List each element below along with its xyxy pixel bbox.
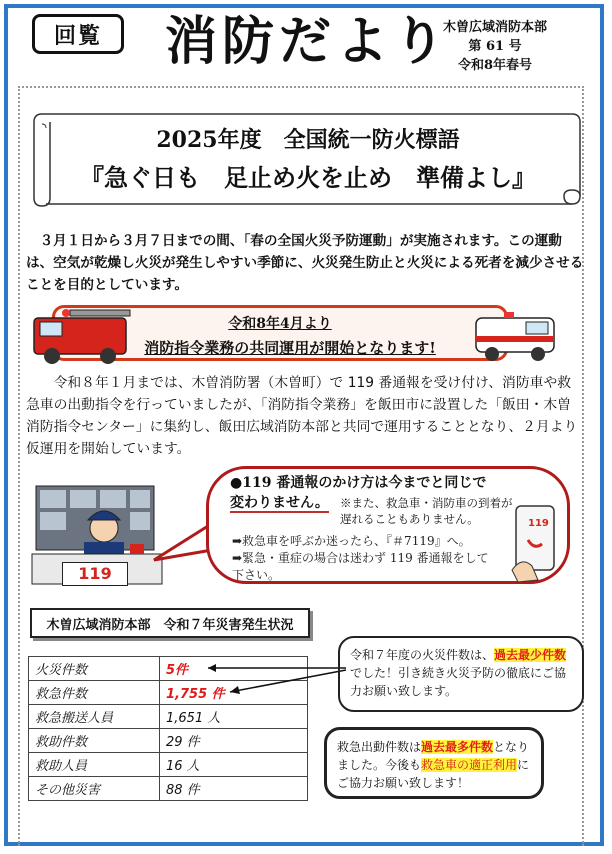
- slogan-text: 『急ぐ日も 足止め火を止め 準備よし』: [80, 163, 536, 192]
- stats-label: 火災件数: [29, 657, 160, 681]
- table-row: [29, 729, 308, 753]
- issue-number: 第 61 号: [468, 39, 522, 54]
- table-row: [29, 705, 308, 729]
- stats-value: 5件: [160, 657, 308, 681]
- note1-text-end: でした！引き続き火災予防の徹底にご協力お願い致します。: [350, 666, 567, 698]
- note2-highlight-usage: 救急車の適正利用: [421, 758, 518, 772]
- newsletter-title: 消防だより: [165, 12, 451, 72]
- fire-count-note: [338, 636, 584, 712]
- bubble-arrows: [232, 533, 500, 584]
- kairan-badge: 回覧: [32, 14, 124, 54]
- stats-label: 救助件数: [29, 729, 160, 753]
- phone-119-label: 119: [528, 518, 549, 529]
- sign-119: 119: [62, 562, 128, 586]
- note1-text: 令和７年度の火災件数は、: [350, 648, 495, 662]
- note2-text: 救急出動件数は: [337, 740, 422, 754]
- stats-value: 1,755 件: [160, 681, 308, 705]
- note2-highlight: 過去最多件数: [421, 740, 494, 754]
- issue-season: 令和8年春号: [457, 58, 533, 73]
- dispatch-paragraph: 令和８年１月までは、木曽消防署（木曽町）で 119 番通報を受け付け、消防車や救急車の出動指令を行っていましたが、「消防指令業務」を飯田市に設置した「飯田・木曽消防指令センター」に集約し、飯田広域消防本部と共同で運用することとなり、２月より仮運用を開始しています。: [26, 375, 578, 457]
- ambulance-count-note: [324, 727, 544, 799]
- note2-text-end: にご協力お願い致します！: [337, 758, 530, 790]
- divider-top: [18, 86, 584, 88]
- bubble-point-a: ●119 番通報のかけ方は今までと同じで: [230, 475, 487, 491]
- stats-label: 救助人員: [29, 753, 160, 777]
- ambulance-icon: [474, 306, 558, 364]
- bubble-arrow-7119: ➡救急車を呼ぶか迷ったら、『＃7119』へ。: [232, 534, 471, 548]
- divider-left: [18, 86, 20, 846]
- note1-highlight: 過去最少件数: [494, 648, 567, 662]
- fire-truck-icon: [30, 304, 142, 366]
- bubble-note: ※また、救急車・消防車の到着が遅れることもありません。: [340, 496, 513, 526]
- bubble-arrow-119: ➡緊急・重症の場合は迷わず 119 番通報をして下さい。: [232, 551, 489, 582]
- stats-label: その他災害: [29, 777, 160, 801]
- stats-value: 88 件: [160, 777, 308, 801]
- stats-title: 木曽広域消防本部 令和７年災害発生状況: [30, 608, 310, 638]
- pointer-arrows: [200, 658, 350, 698]
- table-row: [29, 777, 308, 801]
- slogan-heading: 2025年度 全国統一防火標語: [156, 127, 460, 153]
- banner-headline: 消防指令業務の共同運用が開始となります!: [144, 339, 436, 357]
- table-row: [29, 753, 308, 777]
- stats-label: 救急件数: [29, 681, 160, 705]
- bubble-point-b: 変わりません。: [230, 495, 329, 511]
- banner-date: 令和8年4月より: [228, 316, 332, 332]
- note2-text-mid: となりました。今後も: [337, 740, 530, 772]
- smartphone-icon: [508, 500, 564, 584]
- stats-value: 16 人: [160, 753, 308, 777]
- stats-label: 救急搬送人員: [29, 705, 160, 729]
- stats-value: 29 件: [160, 729, 308, 753]
- stats-value: 1,651 人: [160, 705, 308, 729]
- publication-info: [440, 18, 550, 75]
- intro-paragraph: ３月１日から３月７日までの間、「春の全国火災予防運動」が実施されます。この運動は、空気が乾燥し火災が発生しやすい季節に、火災発生防止と火災による死者を減少させることを目的としています。: [26, 233, 584, 293]
- publisher-name: 木曽広域消防本部: [442, 20, 547, 35]
